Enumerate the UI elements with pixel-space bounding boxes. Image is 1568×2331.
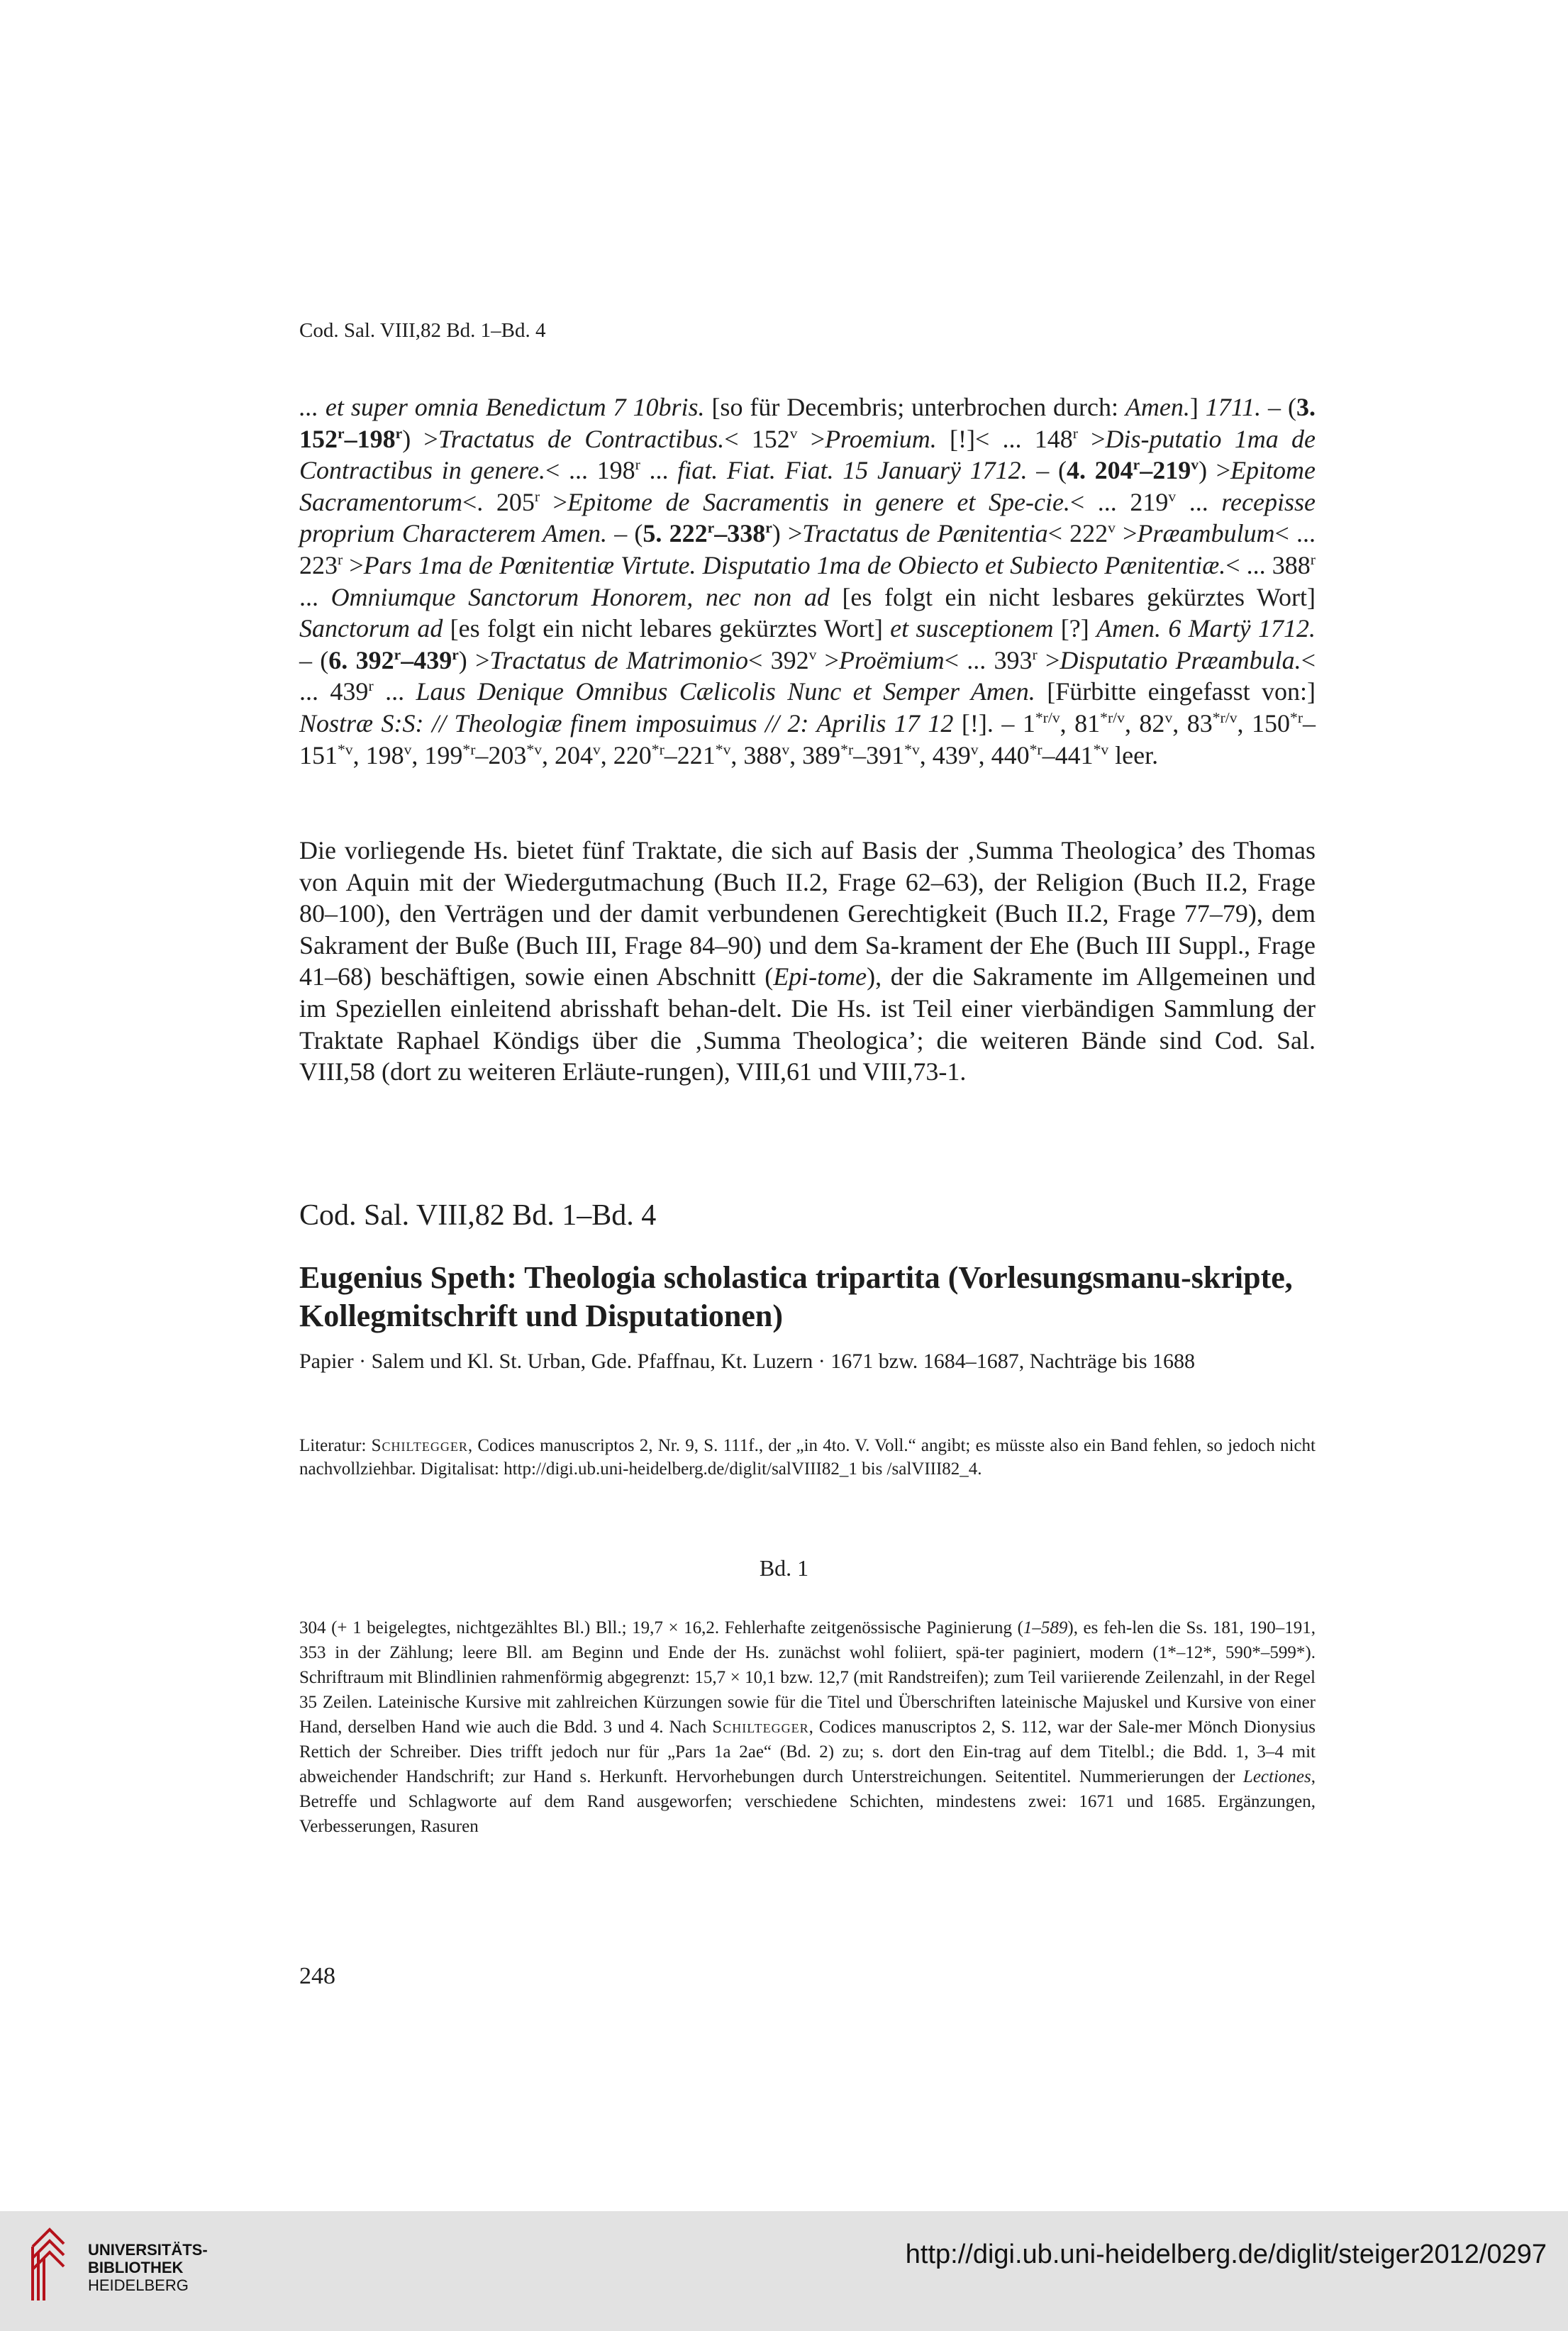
content-summary-paragraph: Die vorliegende Hs. bietet fünf Traktate, die sich auf Basis der ‚Summa Theologica’ des Thomas von Aquin mit der Wiedergutmachung (Buch II.2, Frage 62–63), der Religion (Buch II.2, Frage 80–100), den Verträgen und der damit verbundenen Gerechtigkeit (Buch II.2, Frage 77–79), dem Sakrament der Buße (Buch III, Frage 84–90) und dem Sa-krament der Ehe (Buch III Suppl., Frage 41–68) beschäftigen, sowie einen Abschnitt (Epi-tome), der die Sakramente im Allgemeinen und im Speziellen einleitend abrisshaft behan-delt. Die Hs. ist Teil einer vierbändigen Sammlung der Traktate Raphael Köndigs über die ‚Summa Theologica’; die weiteren Bände sind Cod. Sal. VIII,58 (dort zu weiteren Erläute-rungen), VIII,61 und VIII,73-1. <box>299 836 1316 1086</box>
physical-description: 304 (+ 1 beigelegtes, nichtgezähltes Bl.) Bll.; 19,7 × 16,2. Fehlerhafte zeitgenössische Paginierung (1–589), es feh-len die Ss. 181, 190–191, 353 in der Zählung; leere Bll. am Beginn und Ende der Hs. zunächst wohl foliiert, spä-ter paginiert, modern (1*–12*, 590*–599*). Schriftraum mit Blindlinien rahmenförmig abgegrenzt: 15,7 × 10,1 bzw. 12,7 (mit Randstreifen); zum Teil variierende Zeilenzahl, in der Regel 35 Zeilen. Lateinische Kursive mit zahlreichen Kürzungen sowie für die Titel und Überschriften lateinische Majuskel und Kursive von einer Hand, derselben Hand wie auch die Bdd. 3 und 4. Nach Schiltegger, Codices manuscriptos 2, S. 112, war der Sale-mer Mönch Dionysius Rettich der Schreiber. Dies trifft jedoch nur für „Pars 1a 2ae“ (Bd. 2) zu; s. dort den Ein-trag auf dem Titelbl.; die Bdd. 1, 3–4 mit abweichender Handschrift; zur Hand s. Herkunft. Hervorhebungen durch Unterstreichungen. Seitentitel. Nummerierungen der Lectiones, Betreffe und Schlagworte auf dem Rand ausgeworfen; verschiedene Schichten, mindestens zwei: 1671 und 1685. Ergänzungen, Verbesserungen, Rasuren <box>299 1618 1316 1836</box>
literature-note: Literatur: Schiltegger, Codices manuscriptos 2, Nr. 9, S. 111f., der „in 4to. V. Voll.“ angibt; es müsste also ein Band fehlen, so jedoch nicht nachvollziehbar. Digitalisat: http://digi.ub.uni-heidelberg.de/diglit/salVIII82_1 bis /salVIII82_4. <box>299 1436 1316 1479</box>
running-header: Cod. Sal. VIII,82 Bd. 1–Bd. 4 <box>299 319 546 342</box>
permalink-url[interactable]: http://digi.ub.uni-heidelberg.de/diglit/steiger2012/0297 <box>905 2240 1547 2269</box>
entry-continuation-paragraph: ... et super omnia Benedictum 7 10bris. [so für Decembris; unterbrochen durch: Amen.] 1711. – (3. $152^r-198^r$) >Tractatus de Contractibus.< $152^v$ >Proemium. [!]< ... $148^r$ >Dis-putatio 1ma de Contractibus in genere.< ... 198$^r$ ... fiat. Fiat. Fiat. 15 Januarÿ 1712. – (4. $204^r-219^v$) >Epitome Sacramentorum<. $205^r$ >Epitome de Sacramentis in genere et Spe-cie.< ... 219$^v$ ... recepisse proprium Characterem Amen. – (5. $222^r-338^r$) >Tractatus de Pænitentia< $222^v$ >Præambulum< ... $223^r$ >Pars 1ma de Pœnitentiæ Virtute. Disputatio 1ma de Obiecto et Subiecto Pænitentiæ.< ... 388$^r$ ... Omniumque Sanctorum Honorem, nec non ad [es folgt ein nicht lesbares gekürztes Wort] Sanctorum ad [es folgt ein nicht lebares gekürztes Wort] et susceptionem [?] Amen. 6 Martÿ 1712. – (6. $392^r-439^r$) >Tractatus de Matrimonio< $392^v$ >Proëmium< ... $393^r$ >Disputatio Præambula.< ... 439$^r$ ... Laus Denique Omnibus Cælicolis Nunc et Semper Amen. [Fürbitte eingefasst von:] Nostræ S:S: // Theologiæ finem imposuimus // 2: Aprilis 17 12 [!]. – $1^{*r/v}$, $81^{*r/v}$, 82$^v$, $83^{*r/v}$, 150$^{*r}$–151$^{*v}$, 198$^v$, 199$^{*r}$–203$^{*v}$, 204$^v$, 220$^{*r}$–221$^{*v}$, 388$^v$, 389$^{*r}$–391$^{*v}$, 439$^v$, 440$^{*r}$–441$^{*v}$ leer. <box>299 393 1316 769</box>
shelfmark-heading: Cod. Sal. VIII,82 Bd. 1–Bd. 4 <box>299 1199 657 1232</box>
page-number: 248 <box>299 1963 335 1989</box>
logo-line-2: BIBLIOTHEK <box>88 2259 184 2276</box>
imprint-line: Papier · Salem und Kl. St. Urban, Gde. Pfaffnau, Kt. Luzern · 1671 bzw. 1684–1687, Nachträge bis 1688 <box>299 1350 1196 1373</box>
library-logo-icon[interactable] <box>28 2225 68 2305</box>
footer-bar <box>0 2211 1568 2331</box>
volume-heading: Bd. 1 <box>759 1555 809 1581</box>
logo-line-3: HEIDELBERG <box>88 2276 189 2294</box>
library-logo-text[interactable] <box>88 2241 208 2294</box>
manuscript-title: Eugenius Speth: Theologia scholastica tripartita (Vorlesungsmanu-skripte, Kollegmitschrift und Disputationen) <box>299 1260 1293 1333</box>
logo-line-1: UNIVERSITÄTS- <box>88 2241 208 2259</box>
